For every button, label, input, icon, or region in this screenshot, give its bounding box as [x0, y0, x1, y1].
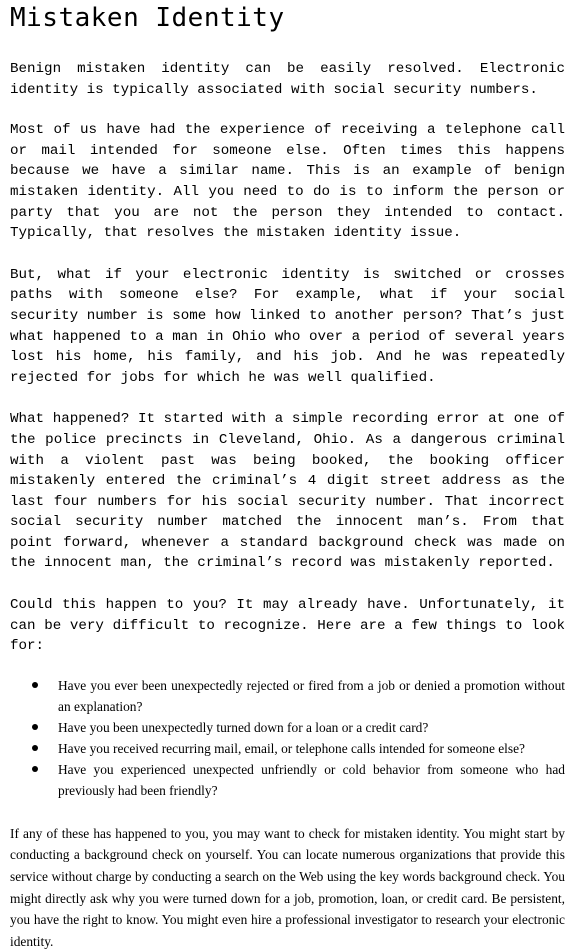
warning-signs-list [10, 675, 565, 801]
list-item-text: Have you experienced unexpected unfriendly or cold behavior from someone who had previously had been friendly? [58, 761, 565, 798]
could-this-happen-paragraph: Could this happen to you? It may already have. Unfortunately, it can be very difficult to recognize. Here are a few things to look for: [10, 597, 565, 655]
switched-identity-paragraph: But, what if your electronic identity is switched or crosses paths with someone else? For example, what if your social security number is some how linked to another person? That’s just what happened to a man in Ohio who over a period of several years lost his home, his family, and his job. And he was repeatedly rejected for jobs for which he was well qualified. [10, 266, 565, 386]
list-item-text: Have you received recurring mail, email, or telephone calls intended for someone else? [58, 740, 525, 756]
list-item [58, 759, 565, 801]
bullet-icon [32, 682, 38, 688]
list-item-text: Have you been unexpectedly turned down for a loan or a credit card? [58, 719, 429, 735]
bullet-icon [32, 724, 38, 730]
list-item [58, 675, 565, 717]
benign-example-paragraph: Most of us have had the experience of receiving a telephone call or mail intended for someone else. Often times this happens because we have a similar name. This is an example of benign mistaken identity. All you need to do is to inform the person or party that you are not the person they intended to contact. Typically, that resolves the mistaken identity issue. [10, 122, 565, 242]
page-title: Mistaken Identity [10, 3, 285, 33]
what-happened-paragraph: What happened? It started with a simple recording error at one of the police precincts in Cleveland, Ohio. As a dangerous criminal with a violent past was being booked, the booking officer mistakenly entered the criminal’s 4 digit street address as the last four numbers for his social security number. That incorrect social security number matched the innocent man’s. From that point forward, whenever a standard background check was made on the innocent man, the criminal’s record was mistakenly reported. [10, 411, 565, 572]
intro-paragraph: Benign mistaken identity can be easily resolved. Electronic identity is typically associated with social security numbers. [10, 61, 565, 98]
list-item [58, 738, 565, 759]
list-item-text: Have you ever been unexpectedly rejected or fired from a job or denied a promotion without an explanation? [58, 677, 565, 714]
closing-paragraph: If any of these has happened to you, you may want to check for mistaken identity. You might start by conducting a background check on yourself. You can locate numerous organizations that provide this service without charge by conducting a search on the Web using the key words background check. You might directly ask why you were turned down for a job, promotion, loan, or credit card. Be persistent, you have the right to know. You might even hire a professional investigator to research your electronic identity. [10, 825, 565, 949]
bullet-icon [32, 745, 38, 751]
list-item [58, 717, 565, 738]
bullet-icon [32, 766, 38, 772]
